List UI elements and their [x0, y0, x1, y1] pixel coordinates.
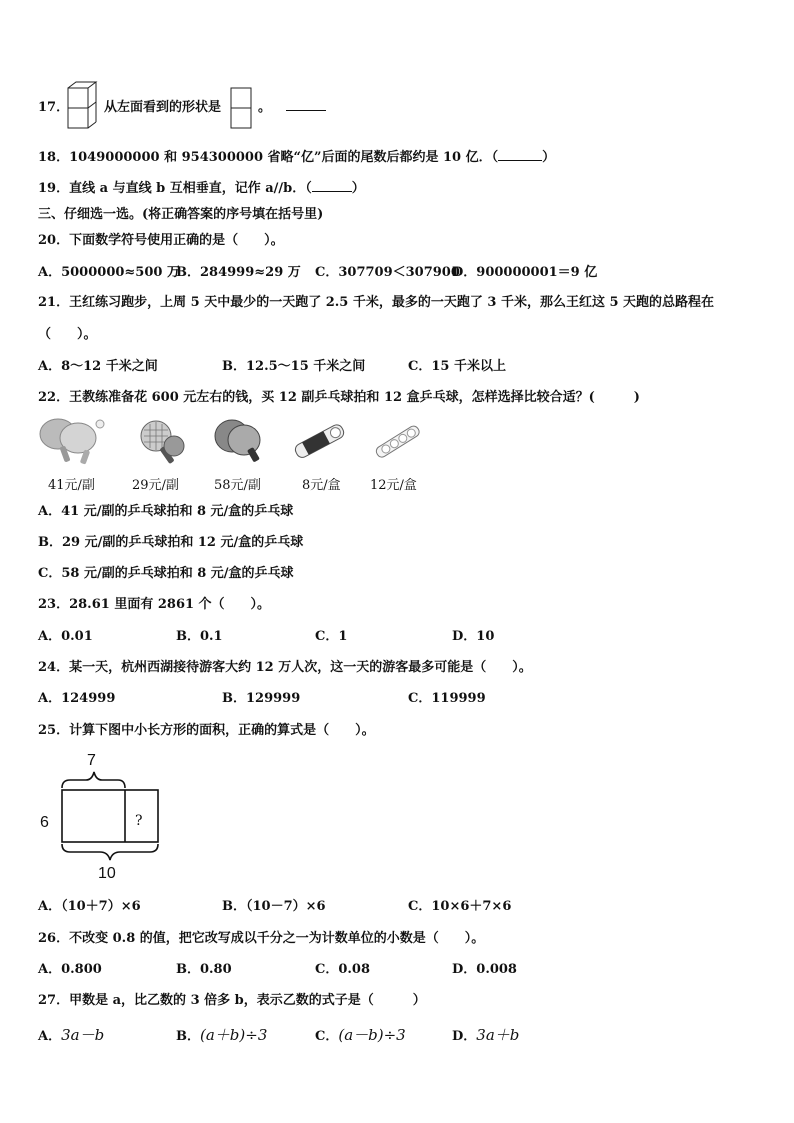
label-top: 7 — [87, 752, 96, 769]
option-a[interactable]: A．0.800 — [38, 962, 102, 977]
option-a[interactable]: A．3a－b — [38, 1026, 105, 1044]
label-bottom: 10 — [98, 865, 116, 882]
option-a[interactable]: A．124999 — [38, 691, 116, 706]
question-22: 22．王教练准备花 600 元左右的钱，买 12 副乒乓球拍和 12 盒乒乓球，怎样选择比较合适？( ) — [38, 390, 640, 405]
price-label: 41元/副 — [48, 478, 95, 493]
left-view-shape — [229, 86, 255, 130]
paddle-pair-image — [36, 414, 106, 466]
question-27: 27．甲数是 a，比乙数的 3 倍多 b，表示乙数的式子是（ ） — [38, 993, 426, 1008]
ball-box-image — [370, 418, 426, 466]
option-c[interactable]: C．1 — [315, 629, 348, 644]
option-b[interactable]: B．284999≈29 万 — [176, 265, 301, 280]
option-a[interactable]: A．41 元/副的乒乓球拍和 8 元/盒的乒乓球 — [38, 504, 294, 519]
paddle-dark-image — [210, 416, 268, 466]
option-a[interactable]: A．5000000≈500 万 — [38, 265, 180, 280]
question-17 — [38, 96, 69, 115]
label-left: 6 — [40, 814, 49, 831]
option-b[interactable]: B．29 元/副的乒乓球拍和 12 元/盒的乒乓球 — [38, 535, 304, 550]
question-20: 20．下面数学符号使用正确的是（ ）。 — [38, 233, 284, 248]
answer-blank[interactable] — [498, 160, 542, 161]
option-c[interactable]: C．10×6＋7×6 — [408, 899, 512, 914]
question-24: 24．某一天，杭州西湖接待游客大约 12 万人次，这一天的游客最多可能是（ ）。 — [38, 660, 532, 675]
question-21-line2: （ ）。 — [38, 327, 97, 342]
option-c[interactable]: C．0.08 — [315, 962, 371, 977]
option-c[interactable]: C．(a－b)÷3 — [315, 1026, 406, 1044]
question-19: 19．直线 a 与直线 b 互相垂直，记作 a//b．（ ） — [38, 181, 365, 196]
option-b[interactable]: B．12.5～15 千米之间 — [222, 359, 366, 374]
option-b[interactable]: B．（10－7）×6 — [222, 899, 326, 914]
option-a[interactable]: A．8～12 千米之间 — [38, 359, 158, 374]
option-c[interactable]: C．58 元/副的乒乓球拍和 8 元/盒的乒乓球 — [38, 566, 294, 581]
option-c[interactable]: C．15 千米以上 — [408, 359, 506, 374]
rectangle-figure — [34, 748, 174, 884]
option-a[interactable]: A．0.01 — [38, 629, 93, 644]
question-21: 21．王红练习跑步，上周 5 天中最少的一天跑了 2.5 千米，最多的一天跑了 3 千米，那么王红这 5 天跑的总路程在 — [38, 295, 715, 310]
question-23: 23．28.61 里面有 2861 个（ ）。 — [38, 597, 271, 612]
answer-blank[interactable] — [312, 191, 352, 192]
price-label: 29元/副 — [132, 478, 179, 493]
paddle-net-image — [134, 416, 188, 470]
option-a[interactable]: A．（10＋7）×6 — [38, 899, 141, 914]
question-17-tail: 。 — [258, 96, 326, 115]
option-d[interactable]: D．0.008 — [452, 962, 517, 977]
section-heading: 三、仔细选一选。(将正确答案的序号填在括号里) — [38, 207, 324, 222]
option-b[interactable]: B．0.80 — [176, 962, 232, 977]
question-26: 26．不改变 0.8 的值，把它改写成以千分之一为计数单位的小数是（ ）。 — [38, 931, 485, 946]
question-25: 25．计算下图中小长方形的面积，正确的算式是（ ）。 — [38, 723, 375, 738]
answer-blank[interactable] — [286, 110, 326, 111]
price-label: 8元/盒 — [302, 478, 341, 493]
option-c[interactable]: C．307709＜307900 — [315, 265, 460, 280]
option-b[interactable]: B．(a＋b)÷3 — [176, 1026, 268, 1044]
option-d[interactable]: D．10 — [452, 629, 495, 644]
ball-tube-image — [290, 418, 350, 466]
cube-stack-figure — [66, 78, 100, 132]
option-b[interactable]: B．0.1 — [176, 629, 223, 644]
option-b[interactable]: B．129999 — [222, 691, 301, 706]
question-18: 18．1049000000 和 954300000 省略“亿”后面的尾数后都约是 10 亿．（ ） — [38, 150, 556, 165]
question-number: 17． — [38, 100, 70, 115]
price-label: 12元/盒 — [370, 478, 417, 493]
label-unknown: ? — [135, 813, 143, 829]
option-d[interactable]: D．3a＋b — [452, 1026, 520, 1044]
price-label: 58元/副 — [214, 478, 261, 493]
option-c[interactable]: C．119999 — [408, 691, 486, 706]
option-d[interactable]: D．900000001＝9 亿 — [452, 265, 598, 280]
question-17-text: 从左面看到的形状是 — [104, 100, 222, 115]
